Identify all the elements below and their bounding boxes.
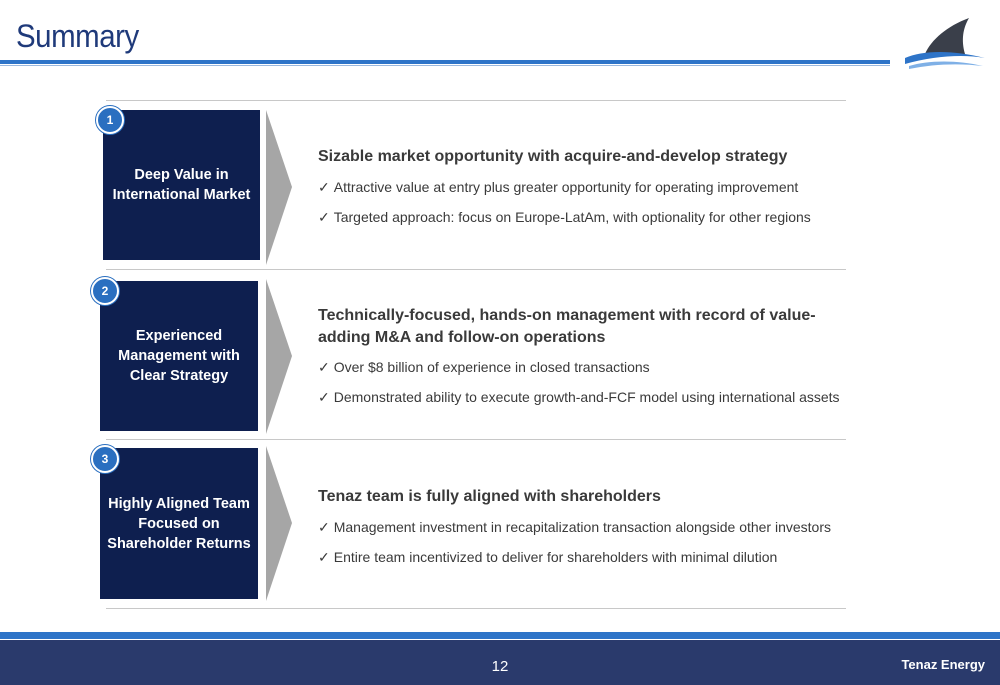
bullet-item: ✓ Over $8 billion of experience in closed transactions <box>318 359 650 375</box>
bullet-item: ✓ Entire team incentivized to deliver for shareholders with minimal dilution <box>318 549 778 565</box>
page-title: Summary <box>16 18 139 54</box>
brand-name: Tenaz Energy <box>901 657 985 672</box>
separator-top <box>106 100 846 101</box>
bullet-item: ✓ Management investment in recapitalization transaction alongside other investors <box>318 519 832 535</box>
check-icon: ✓ <box>318 209 330 225</box>
title-rule-thin <box>0 65 890 66</box>
bullet-item: ✓ Demonstrated ability to execute growth-and-FCF model using international assets <box>318 389 840 405</box>
check-icon: ✓ <box>318 549 330 565</box>
separator-bottom <box>106 608 846 609</box>
section-number-badge: 3 <box>91 445 119 473</box>
bullet-item: ✓ Attractive value at entry plus greater opportunity for operating improvement <box>318 179 799 195</box>
section-box-label: Experienced Management with Clear Strategy <box>100 281 258 431</box>
section-heading: Technically-focused, hands-on management with record of value-adding M&A and follow-on operations <box>318 307 816 346</box>
check-icon: ✓ <box>318 519 330 535</box>
section-box-label: Deep Value in International Market <box>103 110 260 260</box>
section-number-badge: 1 <box>96 106 124 134</box>
footer-stripe <box>0 632 1000 639</box>
section-heading: Tenaz team is fully aligned with shareholders <box>318 488 661 505</box>
title-rule <box>0 60 890 64</box>
section-box-label: Highly Aligned Team Focused on Shareholder Returns <box>100 448 258 599</box>
bullet-item: ✓ Targeted approach: focus on Europe-LatAm, with optionality for other regions <box>318 209 811 225</box>
section-number-badge: 2 <box>91 277 119 305</box>
check-icon: ✓ <box>318 179 330 195</box>
check-icon: ✓ <box>318 359 330 375</box>
check-icon: ✓ <box>318 389 330 405</box>
separator-2 <box>106 439 846 440</box>
shark-fin-logo-icon <box>903 14 987 70</box>
separator-1 <box>106 269 846 270</box>
section-heading: Sizable market opportunity with acquire-and-develop strategy <box>318 148 788 165</box>
chevron-right-icon <box>266 279 292 434</box>
chevron-right-icon <box>266 446 292 601</box>
page-number: 12 <box>491 658 509 675</box>
chevron-right-icon <box>266 110 292 265</box>
